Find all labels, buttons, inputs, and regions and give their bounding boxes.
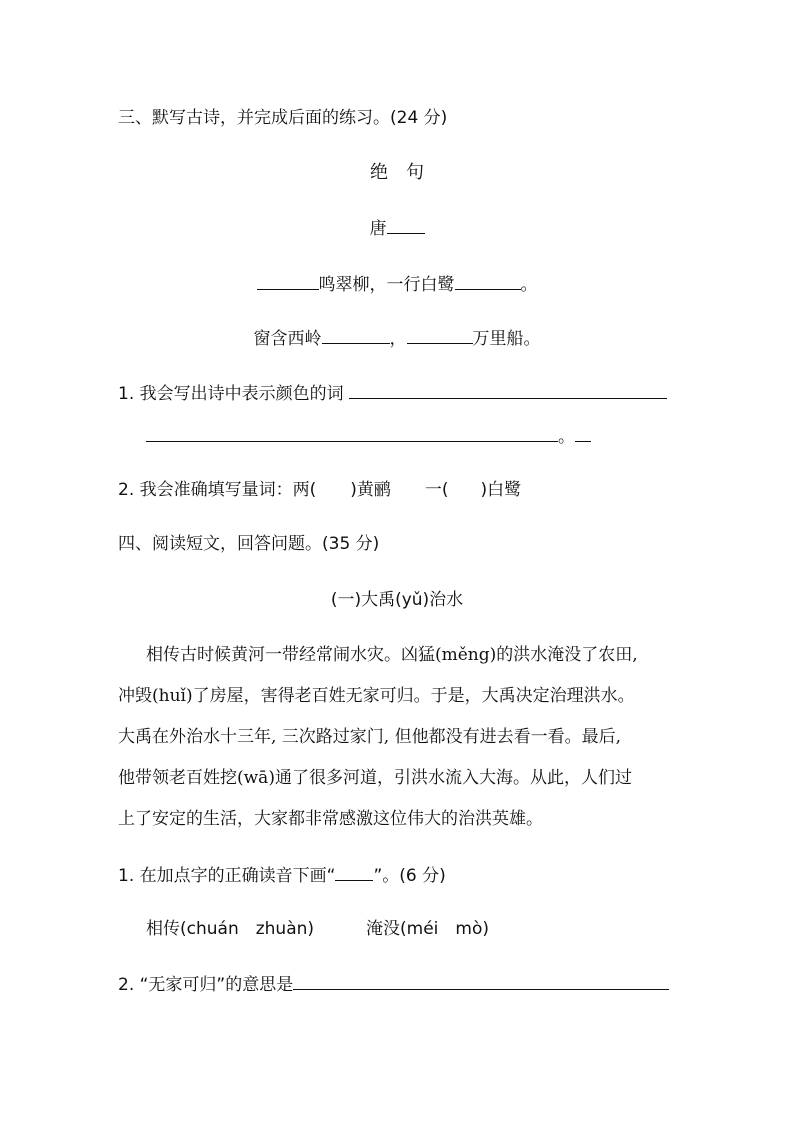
color-words-blank-tail [575, 424, 591, 442]
poem-title: 绝 句 [370, 162, 424, 183]
poem-line-2-start: 窗含西岭 [253, 329, 322, 349]
word-option-1[interactable]: 相传(chuán zhuàn) [146, 919, 315, 939]
word-option-2[interactable]: 淹没(méi mò) [366, 919, 489, 939]
poem-line-1-end: 。 [520, 275, 538, 295]
pronunciation-options [146, 917, 489, 941]
dynasty-label: 唐 [369, 219, 387, 239]
poem-blank-3[interactable] [322, 326, 390, 344]
section-3-heading: 三、默写古诗，并完成后面的练习。(24 分) [118, 108, 448, 128]
passage-title: (一)大禹(yǔ)治水 [330, 590, 464, 610]
poem-line-2 [0, 326, 794, 351]
section-4-heading: 四、阅读短文，回答问题。(35 分) [118, 534, 380, 554]
passage-line-5: 上了安定的生活，大家都非常感激这位伟大的治洪英雄。 [118, 809, 543, 829]
question-2-item-1: )黄鹂 [350, 480, 391, 500]
question-1-end: 。 [558, 427, 575, 447]
passage-line-3: 大禹在外治水十三年, 三次路过家门, 但他都没有进去看一看。最后, [118, 727, 622, 747]
poem-blank-1[interactable] [257, 272, 319, 290]
poem-line-2-end: 万里船。 [472, 329, 541, 349]
passage-line-4: 他带领老百姓挖(wā)通了很多河道，引洪水流入大海。从此，人们过 [118, 768, 632, 788]
section-3-question-2 [118, 478, 521, 502]
poem-blank-4[interactable] [407, 326, 473, 344]
question-1-label: 1. 在加点字的正确读音下画“ [118, 866, 336, 886]
passage-line-1: 相传古时候黄河一带经常闹水灾。凶猛(měng)的洪水淹没了农田, [146, 645, 638, 665]
section-4-question-1 [118, 863, 446, 888]
poem-blank-2[interactable] [455, 272, 521, 290]
poem-author-line [0, 216, 794, 241]
poem-line-1 [0, 272, 794, 297]
underline-sample [335, 863, 373, 881]
question-2-label: 2. “无家可归”的意思是 [118, 975, 294, 995]
section-3-question-1 [118, 381, 667, 406]
passage-line-2: 冲毁(huǐ)了房屋，害得老百姓无家可归。于是，大禹决定治理洪水。 [118, 686, 635, 706]
meaning-blank[interactable] [293, 972, 669, 990]
question-2-item-2: )白鹭 [480, 480, 522, 500]
color-words-blank-1[interactable] [349, 381, 667, 399]
color-words-blank-2[interactable] [146, 424, 558, 442]
section-3-question-1-continued [146, 424, 591, 449]
question-1-end: ”。(6 分) [373, 866, 446, 886]
question-2-item-2-open: 一( [424, 480, 449, 500]
author-blank[interactable] [387, 216, 425, 234]
question-2-label: 2. 我会准确填写量词：两( [118, 480, 317, 500]
poem-line-2-comma: ， [389, 329, 407, 349]
section-4-question-2 [118, 972, 669, 997]
question-1-label: 1. 我会写出诗中表示颜色的词 [118, 384, 344, 404]
poem-line-1-text: 鸣翠柳，一行白鹭 [318, 275, 455, 295]
